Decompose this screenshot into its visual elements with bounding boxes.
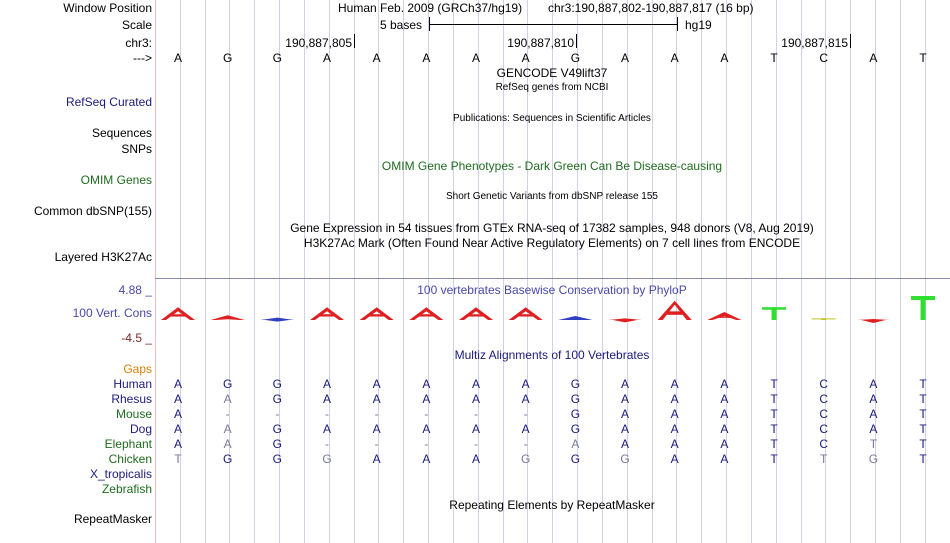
coord-tick-label-1: 190,887,805 — [285, 36, 352, 50]
species-base: G — [620, 452, 630, 466]
repeatmasker-track-desc: Repeating Elements by RepeatMasker — [449, 498, 655, 512]
reference-base: A — [173, 51, 183, 65]
species-base: A — [621, 422, 630, 436]
conservation-letter — [608, 318, 642, 322]
species-base: - — [325, 437, 329, 451]
publications-track-desc: Publications: Sequences in Scientific Articles — [453, 113, 651, 124]
track-label-snps[interactable]: SNPs — [121, 142, 152, 156]
conservation-letter — [762, 307, 786, 320]
species-base: T — [770, 437, 778, 451]
species-label[interactable]: Dog — [129, 422, 152, 436]
label-window-position: Window Position — [63, 1, 152, 15]
reference-base: G — [570, 51, 581, 65]
species-base: A — [720, 392, 729, 406]
species-base: A — [670, 452, 679, 466]
species-base: T — [770, 392, 778, 406]
label-scale: Scale — [121, 18, 152, 32]
species-base: A — [521, 377, 530, 391]
track-label-gaps[interactable]: Gaps — [123, 362, 152, 376]
species-base: A — [670, 392, 679, 406]
conservation-letter — [856, 319, 890, 323]
species-base: T — [919, 437, 927, 451]
multiz-track-title: Multiz Alignments of 100 Vertebrates — [454, 348, 650, 362]
reference-base: A — [521, 51, 530, 65]
coord-tick-label-3: 190,887,815 — [781, 36, 848, 50]
species-base: - — [374, 407, 379, 421]
species-base: A — [472, 422, 481, 436]
species-base: A — [173, 392, 183, 406]
species-base: A — [720, 452, 729, 466]
species-base: A — [372, 377, 381, 391]
conservation-letter — [558, 316, 592, 320]
cons-axis-max: 4.88 _ — [118, 283, 152, 297]
cons-axis-min: -4.5 _ — [121, 331, 152, 345]
species-base: G — [222, 377, 233, 391]
conservation-letter — [211, 315, 245, 320]
track-label-common-dbsnp[interactable]: Common dbSNP(155) — [33, 204, 152, 218]
species-base: A — [621, 407, 630, 421]
species-base: A — [173, 407, 183, 421]
conservation-letter — [509, 307, 543, 320]
species-label[interactable]: Mouse — [115, 407, 152, 421]
species-base: T — [770, 377, 778, 391]
species-base: A — [322, 377, 332, 391]
species-base: A — [670, 437, 679, 451]
reference-base: T — [770, 51, 778, 65]
species-base: G — [272, 437, 282, 451]
species-base: C — [819, 377, 829, 391]
species-base: - — [523, 437, 528, 451]
species-base: - — [474, 407, 479, 421]
species-base: A — [621, 377, 630, 391]
track-label-refseq[interactable]: RefSeq Curated — [65, 95, 152, 109]
species-base: A — [472, 377, 481, 391]
species-base: - — [424, 407, 429, 421]
species-base: G — [272, 422, 282, 436]
species-base: A — [372, 392, 381, 406]
species-base: - — [523, 407, 528, 421]
species-label[interactable]: X_tropicalis — [89, 467, 152, 481]
conservation-letter — [658, 301, 692, 320]
species-base: G — [272, 452, 282, 466]
track-label-h3k27ac[interactable]: Layered H3K27Ac — [54, 250, 152, 264]
species-base: G — [222, 452, 233, 466]
species-label[interactable]: Zebrafish — [101, 482, 152, 496]
species-base: A — [521, 392, 530, 406]
species-label[interactable]: Human — [113, 377, 152, 391]
species-base: G — [521, 452, 531, 466]
species-base: T — [820, 452, 828, 466]
species-base: G — [272, 392, 282, 406]
reference-base: A — [621, 51, 630, 65]
scale-db: hg19 — [685, 18, 712, 32]
species-base: A — [173, 377, 183, 391]
species-base: A — [422, 377, 431, 391]
species-base: G — [570, 377, 581, 391]
species-base: C — [819, 392, 829, 406]
species-base: A — [869, 377, 878, 391]
track-label-omim[interactable]: OMIM Genes — [80, 173, 152, 187]
species-base: G — [570, 407, 581, 421]
species-base: A — [322, 422, 332, 436]
label-strand-arrow[interactable]: ---> — [133, 51, 152, 65]
species-base: A — [223, 392, 232, 406]
conservation-letter — [360, 307, 394, 320]
species-base: A — [720, 422, 729, 436]
species-base: A — [472, 392, 481, 406]
species-base: A — [422, 422, 431, 436]
species-base: A — [223, 437, 232, 451]
reference-base: A — [472, 51, 481, 65]
species-base: A — [422, 452, 431, 466]
species-label[interactable]: Elephant — [104, 437, 152, 451]
species-base: T — [770, 422, 778, 436]
species-base: A — [571, 437, 580, 451]
species-label[interactable]: Chicken — [108, 452, 152, 466]
conservation-letter — [459, 307, 493, 320]
species-base: A — [670, 422, 679, 436]
reference-base: G — [222, 51, 233, 65]
species-base: T — [919, 452, 927, 466]
species-base: A — [869, 407, 878, 421]
conservation-letter — [310, 307, 344, 320]
species-base: T — [174, 452, 182, 466]
species-base: T — [919, 392, 927, 406]
species-base: C — [819, 437, 829, 451]
gencode-track-title[interactable]: GENCODE V49lift37 — [496, 66, 608, 80]
species-label[interactable]: Rhesus — [111, 392, 152, 406]
omim-phenotypes-track-title: OMIM Gene Phenotypes - Dark Green Can Be Disease-causing — [381, 159, 723, 173]
species-base: A — [223, 422, 232, 436]
species-base: A — [869, 422, 878, 436]
conservation-letter — [161, 307, 195, 320]
species-base: A — [173, 437, 183, 451]
species-base: A — [173, 422, 183, 436]
reference-base: A — [869, 51, 878, 65]
species-base: - — [225, 407, 230, 421]
species-base: A — [372, 452, 381, 466]
conservation-letter — [409, 307, 443, 320]
species-base: A — [720, 437, 729, 451]
reference-base: A — [422, 51, 431, 65]
species-base: A — [372, 422, 381, 436]
species-base: T — [770, 407, 778, 421]
species-base: A — [621, 392, 630, 406]
species-base: A — [621, 437, 630, 451]
species-base: T — [919, 407, 927, 421]
species-base: C — [819, 422, 829, 436]
conservation-letter — [707, 312, 741, 320]
species-base: - — [424, 437, 429, 451]
species-base: A — [670, 377, 679, 391]
species-base: A — [422, 392, 431, 406]
species-base: - — [374, 437, 379, 451]
species-base: G — [570, 452, 581, 466]
species-base: G — [272, 377, 282, 391]
species-base: T — [770, 452, 778, 466]
species-base: G — [868, 452, 879, 466]
species-base: - — [275, 407, 280, 421]
short-variants-track-desc: Short Genetic Variants from dbSNP release 155 — [446, 191, 658, 202]
species-base: A — [720, 407, 729, 421]
species-base: T — [919, 422, 927, 436]
species-base: A — [322, 392, 332, 406]
scale-text: 5 bases — [380, 18, 423, 32]
species-base: G — [570, 392, 581, 406]
conservation-letter — [812, 318, 836, 320]
reference-base: G — [272, 51, 282, 65]
phylop-track-title: 100 vertebrates Basewise Conservation by PhyloP — [417, 283, 687, 297]
reference-base: C — [819, 51, 829, 65]
coord-tick-label-2: 190,887,810 — [507, 36, 574, 50]
window-position-text: chr3:190,887,802-190,887,817 (16 bp) — [548, 1, 754, 15]
reference-base: A — [720, 51, 729, 65]
species-base: C — [819, 407, 829, 421]
track-label-repeatmasker[interactable]: RepeatMasker — [73, 512, 152, 526]
conservation-letter — [260, 318, 294, 322]
species-base: A — [720, 377, 729, 391]
species-base: T — [869, 437, 878, 451]
reference-base: T — [919, 51, 927, 65]
assembly-title: Human Feb. 2009 (GRCh37/hg19) — [338, 1, 523, 15]
reference-base: A — [372, 51, 381, 65]
species-base: T — [919, 377, 927, 391]
species-base: G — [322, 452, 332, 466]
species-base: G — [570, 422, 581, 436]
track-label-cons[interactable]: 100 Vert. Cons — [72, 306, 152, 320]
species-base: A — [869, 392, 878, 406]
gtex-track-title: Gene Expression in 54 tissues from GTEx RNA-seq of 17382 samples, 948 donors (V8, Aug 2019) — [290, 221, 814, 235]
track-label-sequences[interactable]: Sequences — [91, 126, 152, 140]
species-base: - — [474, 437, 479, 451]
species-base: A — [472, 452, 481, 466]
label-chr: chr3: — [125, 36, 152, 50]
refseq-track-desc: RefSeq genes from NCBI — [495, 82, 609, 93]
conservation-letter — [911, 296, 935, 320]
h3k27ac-track-title: H3K27Ac Mark (Often Found Near Active Regulatory Elements) on 7 cell lines from ENCODE — [303, 236, 801, 250]
reference-base: A — [670, 51, 679, 65]
species-base: - — [325, 407, 329, 421]
reference-base: A — [322, 51, 332, 65]
species-base: A — [521, 422, 530, 436]
species-base: A — [670, 407, 679, 421]
